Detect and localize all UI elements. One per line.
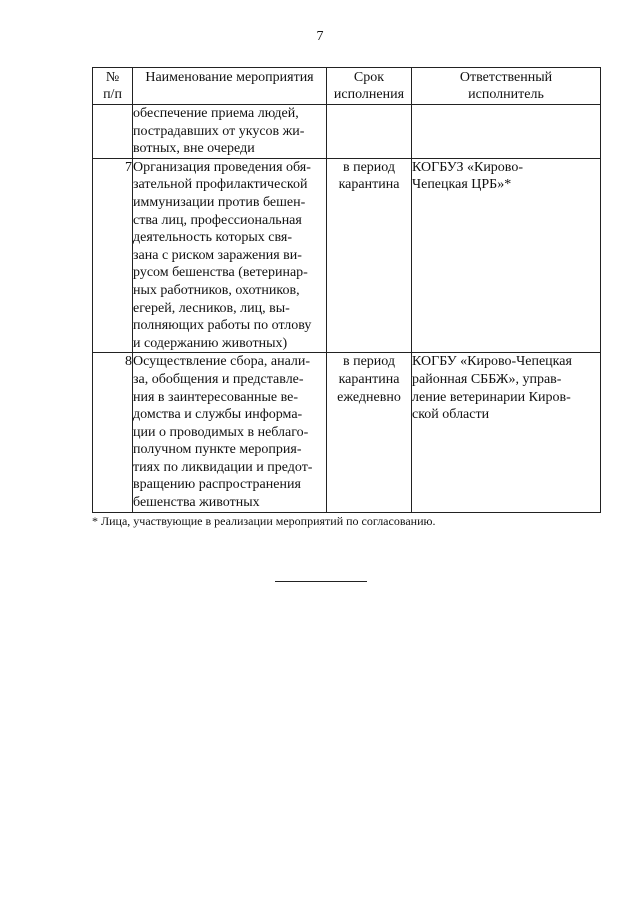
end-divider bbox=[275, 581, 367, 582]
header-number bbox=[93, 68, 133, 105]
table-row bbox=[93, 105, 601, 159]
header-term bbox=[327, 68, 412, 105]
text-line: полняющих работы по отлову bbox=[133, 318, 312, 334]
measure-name bbox=[133, 353, 327, 512]
text-line: тиях по ликвидации и предот- bbox=[133, 459, 313, 475]
text-line: ежедневно bbox=[337, 389, 401, 405]
measure-name bbox=[133, 158, 327, 353]
text-line: зана с риском заражения ви- bbox=[133, 247, 302, 263]
text-line: ление ветеринарии Киров- bbox=[412, 389, 571, 405]
text-line: и содержанию животных) bbox=[133, 335, 288, 351]
text-line: карантина bbox=[338, 177, 400, 193]
responsible-cell bbox=[412, 105, 601, 159]
responsible-cell bbox=[412, 353, 601, 512]
text-line: ства лиц, профессиональная bbox=[133, 212, 302, 228]
text-line: пострадавших от укусов жи- bbox=[133, 123, 305, 139]
text-line: обеспечение приема людей, bbox=[133, 106, 299, 121]
table-header bbox=[93, 68, 601, 105]
responsible-cell bbox=[412, 158, 601, 353]
header-term-line1: Срок bbox=[353, 70, 385, 85]
header-responsible-line2: исполнитель bbox=[468, 87, 544, 102]
header-name bbox=[133, 68, 327, 105]
text-line: иммунизации против бешен- bbox=[133, 194, 306, 210]
text-line: вращению распространения bbox=[133, 477, 301, 493]
row-number: 7 bbox=[93, 158, 133, 353]
row-number: 8 bbox=[93, 353, 133, 512]
text-line: русом бешенства (ветеринар- bbox=[133, 265, 308, 281]
table-row bbox=[93, 353, 601, 512]
header-responsible bbox=[412, 68, 601, 105]
term-cell bbox=[327, 353, 412, 512]
text-line: зательной профилактической bbox=[133, 177, 308, 193]
text-line: Чепецкая ЦРБ»* bbox=[412, 177, 512, 193]
table-row bbox=[93, 158, 601, 353]
footnote: * Лица, участвующие в реализации мероприятий по согласованию. bbox=[92, 514, 436, 528]
text-line: КОГБУЗ «Кирово- bbox=[412, 159, 523, 175]
term-cell bbox=[327, 158, 412, 353]
page-number: 7 bbox=[316, 29, 324, 44]
header-term-line2: исполнения bbox=[333, 87, 405, 102]
text-line: в период bbox=[342, 354, 396, 370]
text-line: егерей, лесников, лиц, вы- bbox=[133, 300, 290, 316]
measure-name bbox=[133, 105, 327, 159]
text-line: районная СББЖ», управ- bbox=[412, 371, 562, 387]
header-responsible-line1: Ответственный bbox=[459, 70, 553, 85]
row-number bbox=[93, 105, 133, 159]
text-line: ния в заинтересованные ве- bbox=[133, 389, 299, 405]
text-line: ской области bbox=[412, 407, 490, 423]
text-line: Организация проведения обя- bbox=[133, 159, 311, 175]
text-line: вотных, вне очереди bbox=[133, 141, 255, 157]
text-line: домства и службы информа- bbox=[133, 407, 303, 423]
text-line: КОГБУ «Кирово-Чепецкая bbox=[412, 354, 572, 370]
measures-table bbox=[92, 67, 601, 513]
text-line: за, обобщения и представле- bbox=[133, 371, 304, 387]
text-line: получном пункте мероприя- bbox=[133, 442, 302, 458]
text-line: ции о проводимых в неблаго- bbox=[133, 424, 309, 440]
text-line: бешенства животных bbox=[133, 495, 260, 511]
text-line: ных работников, охотников, bbox=[133, 282, 300, 298]
header-number-line2: п/п bbox=[103, 87, 122, 102]
header-number-line1: № bbox=[105, 70, 120, 85]
term-cell bbox=[327, 105, 412, 159]
text-line: в период bbox=[342, 159, 396, 175]
text-line: карантина bbox=[338, 371, 400, 387]
header-name-text: Наименование мероприятия bbox=[145, 70, 314, 85]
table-body bbox=[93, 105, 601, 513]
text-line: Осуществление сбора, анали- bbox=[133, 354, 311, 370]
text-line: деятельность которых свя- bbox=[133, 230, 293, 246]
